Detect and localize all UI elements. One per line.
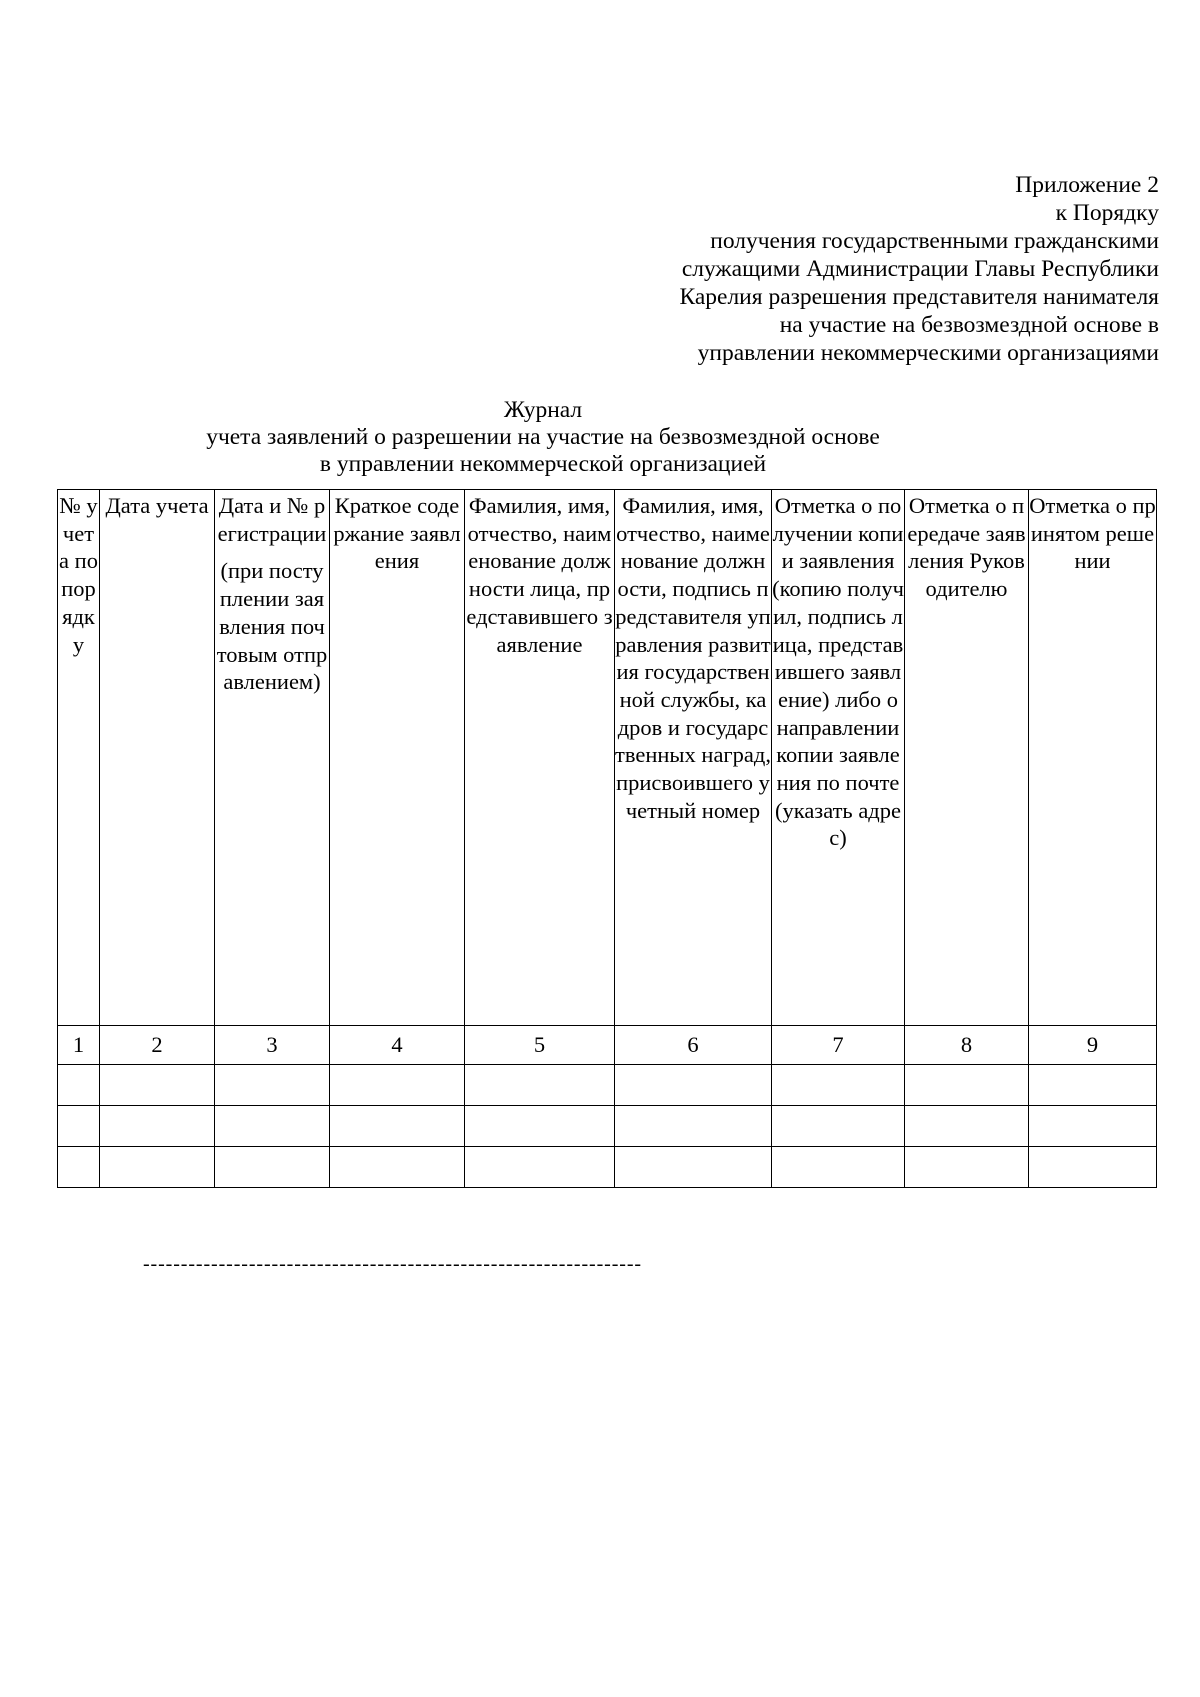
empty-cell xyxy=(330,1147,465,1188)
table-row xyxy=(58,1106,1157,1147)
appendix-line: управлении некоммерческими организациями xyxy=(697,340,1159,366)
empty-cell xyxy=(772,1147,905,1188)
header-text: Фамилия, имя, отчество, наименование должности, подпись представителя управления развития государственной службы, кадров и государственных наград, присвоившего учетный номер xyxy=(615,493,771,823)
header-text: Дата учета xyxy=(105,493,209,518)
journal-table xyxy=(57,489,1157,1188)
journal-title: Журнал xyxy=(503,397,583,423)
empty-cell xyxy=(905,1106,1029,1147)
column-number: 1 xyxy=(58,1026,100,1065)
table-row xyxy=(58,1065,1157,1106)
empty-cell xyxy=(615,1106,772,1147)
empty-cell xyxy=(905,1065,1029,1106)
column-number: 7 xyxy=(772,1026,905,1065)
table-header-row xyxy=(58,490,1157,1026)
empty-cell xyxy=(330,1106,465,1147)
empty-cell xyxy=(58,1106,100,1147)
header-cell xyxy=(905,490,1029,1026)
empty-cell xyxy=(615,1147,772,1188)
empty-cell xyxy=(215,1147,330,1188)
column-number: 9 xyxy=(1029,1026,1157,1065)
column-number: 2 xyxy=(100,1026,215,1065)
footnote-separator: ------------------------------------------------------------------ xyxy=(143,1253,642,1275)
empty-cell xyxy=(215,1065,330,1106)
empty-cell xyxy=(1029,1065,1157,1106)
empty-cell xyxy=(772,1106,905,1147)
column-number: 6 xyxy=(615,1026,772,1065)
journal-subtitle: в управлении некоммерческой организацией xyxy=(319,451,767,477)
empty-cell xyxy=(100,1065,215,1106)
header-text: № учета по порядку xyxy=(59,493,98,657)
header-cell xyxy=(615,490,772,1026)
empty-cell xyxy=(330,1065,465,1106)
header-cell xyxy=(465,490,615,1026)
empty-cell xyxy=(465,1106,615,1147)
header-text: Фамилия, имя, отчество, наименование должности лица, представившего заявление xyxy=(466,493,613,657)
empty-cell xyxy=(1029,1147,1157,1188)
empty-cell xyxy=(100,1106,215,1147)
column-number: 3 xyxy=(215,1026,330,1065)
header-text: Отметка о принятом решении xyxy=(1029,493,1156,574)
empty-cell xyxy=(215,1106,330,1147)
column-number: 5 xyxy=(465,1026,615,1065)
empty-cell xyxy=(1029,1106,1157,1147)
header-cell xyxy=(1029,490,1157,1026)
empty-cell xyxy=(772,1065,905,1106)
header-cell xyxy=(772,490,905,1026)
column-number: 4 xyxy=(330,1026,465,1065)
table-row xyxy=(58,1147,1157,1188)
header-subtext: (при поступлении заявления почтовым отправлением) xyxy=(216,558,328,695)
header-cell xyxy=(58,490,100,1026)
header-cell xyxy=(215,490,330,1026)
header-cell xyxy=(330,490,465,1026)
column-number: 8 xyxy=(905,1026,1029,1065)
appendix-block xyxy=(539,171,1159,367)
appendix-line: на участие на безвозмездной основе в xyxy=(779,312,1159,338)
empty-cell xyxy=(58,1147,100,1188)
appendix-line: Карелия разрешения представителя нанимателя xyxy=(679,284,1159,310)
header-text: Краткое содержание заявления xyxy=(333,493,461,574)
appendix-line: к Порядку xyxy=(1055,200,1159,226)
empty-cell xyxy=(905,1147,1029,1188)
header-text: Отметка о получении копии заявления (копию получил, подпись лица, представившего заявление) либо о направлении копии заявления по почте (указать адрес) xyxy=(772,493,904,851)
header-text: Дата и № регистрации xyxy=(217,493,327,546)
empty-cell xyxy=(465,1065,615,1106)
column-number-row xyxy=(58,1026,1157,1065)
empty-cell xyxy=(100,1147,215,1188)
empty-cell xyxy=(465,1147,615,1188)
journal-subtitle: учета заявлений о разрешении на участие на безвозмездной основе xyxy=(206,424,880,450)
appendix-line: служащими Администрации Главы Республики xyxy=(681,256,1159,282)
empty-cell xyxy=(58,1065,100,1106)
header-text: Отметка о передаче заявления Руководителю xyxy=(907,493,1026,602)
header-cell xyxy=(100,490,215,1026)
journal-heading xyxy=(58,397,1028,478)
appendix-line: получения государственными гражданскими xyxy=(710,228,1159,254)
appendix-line: Приложение 2 xyxy=(1015,172,1159,198)
empty-cell xyxy=(615,1065,772,1106)
